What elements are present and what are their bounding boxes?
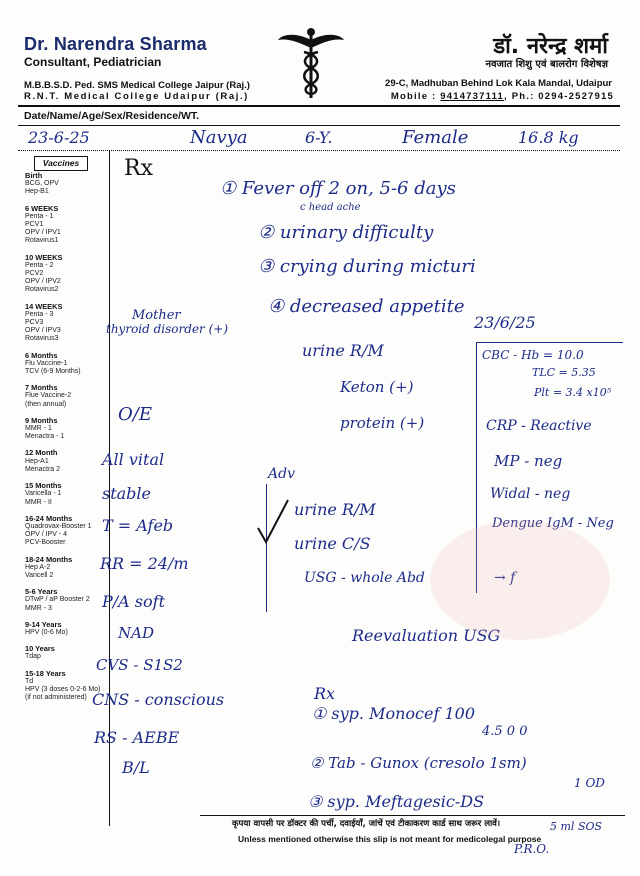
vaccine-item: Penta - 1: [25, 212, 54, 220]
vaccine-schedule: [25, 172, 107, 710]
header-divider: [18, 105, 620, 107]
med-2: ② Tab - Gunox (cresolo 1sm): [310, 754, 527, 772]
clinic-address: 29-C, Madhuban Behind Lok Kala Mandal, Udaipur: [385, 78, 612, 89]
vaccine-group-title: Birth: [25, 171, 43, 180]
hw-date: 23-6-25: [28, 128, 90, 147]
vaccine-group: [25, 254, 107, 295]
hw-sex: Female: [402, 127, 469, 148]
vaccine-group-title: 14 WEEKS: [25, 301, 63, 311]
vaccine-item: Tdap: [25, 653, 41, 661]
urine-ketone: Keton (+): [340, 378, 414, 396]
vaccine-item: Quadrovax-Booster 1: [25, 522, 92, 530]
vaccine-item: Td: [25, 677, 34, 685]
vaccine-item: Hep-A1: [25, 457, 49, 465]
reevaluation: Reevaluation USG: [352, 626, 501, 645]
lab-dengue: Dengue IgM - Neg: [492, 516, 614, 531]
vaccine-item: MMR - II: [25, 498, 52, 506]
doctor-title: Consultant, Pediatrician: [24, 55, 162, 69]
exam-rs: RS - AEBE: [94, 728, 180, 747]
vaccine-item: OPV / IPV2: [25, 278, 61, 286]
vaccine-item: Penta - 3: [25, 310, 54, 318]
vaccine-item: Rotavirus1: [25, 237, 59, 245]
vaccine-group: [25, 449, 107, 474]
vaccine-item: DTwP / aP Booster 2: [25, 596, 90, 604]
med-2-dose: 1 OD: [574, 776, 605, 790]
vaccine-item: Menactra - 1: [25, 433, 65, 441]
vaccine-group-title: 15-18 Years: [25, 668, 66, 678]
caduceus-icon: [276, 26, 346, 102]
vaccine-group-title: 16-24 Months: [25, 513, 73, 523]
med-1-dose: 4.5 0 0: [482, 724, 528, 739]
patient-row-label: Date/Name/Age/Sex/Residence/WT.: [24, 110, 200, 122]
rx2-symbol: Rx: [314, 684, 336, 703]
complaint-1: ① Fever off 2 on, 5-6 days: [220, 178, 456, 199]
vaccine-group: [25, 352, 107, 377]
vaccine-group-title: 6 WEEKS: [25, 203, 59, 213]
vaccine-item: Varicella - 1: [25, 490, 62, 498]
vaccine-item: PCV3: [25, 319, 44, 327]
vaccine-item: BCG, OPV: [25, 180, 59, 188]
vaccine-group: [25, 303, 107, 344]
pro-note: P.R.O.: [514, 842, 550, 856]
complaint-1-note: c head ache: [300, 202, 361, 213]
vaccine-group: [25, 384, 107, 409]
divider: [18, 125, 620, 126]
hw-patient-name: Navya: [190, 127, 248, 148]
vaccine-group-title: 9 Months: [25, 415, 58, 425]
doctor-subtitle-hindi: नवजात शिशु एवं बालरोग विशेषज्ञ: [485, 59, 608, 70]
vaccine-item: HPV (3 doses 0-2-6 Mo): [25, 685, 101, 693]
vaccine-group-title: 7 Months: [25, 383, 58, 393]
hw-age: 6-Y.: [305, 128, 333, 147]
check-mark-icon: [256, 498, 290, 546]
complaint-2: ② urinary difficulty: [258, 222, 434, 243]
lab-mp: MP - neg: [494, 452, 563, 470]
exam-bl: B/L: [122, 758, 150, 777]
vaccine-item: OPV / IPV3: [25, 327, 61, 335]
urine-rm: urine R/M: [302, 341, 384, 360]
vaccine-group: [25, 645, 107, 661]
vaccine-item: Penta - 2: [25, 261, 54, 269]
vaccine-group-title: 15 Months: [25, 481, 62, 491]
advice-1: urine R/M: [294, 500, 376, 519]
vaccine-item: Rotavirus3: [25, 335, 59, 343]
vaccine-group-title: 5-6 Years: [25, 587, 58, 597]
advice-3: USG - whole Abd: [304, 570, 425, 586]
lab-crp: CRP - Reactive: [486, 418, 592, 434]
med-1: ① syp. Monocef 100: [312, 704, 476, 723]
med-3: ③ syp. Meftagesic-DS: [308, 792, 485, 811]
urine-protein: protein (+): [340, 414, 425, 432]
exam-temp: T = Afeb: [102, 516, 174, 535]
vaccine-group-title: 10 WEEKS: [25, 252, 63, 262]
vaccine-item: PCV1: [25, 221, 44, 229]
vaccine-item: TCV (6-9 Months): [25, 368, 81, 376]
vaccine-group: [25, 205, 107, 246]
vaccine-item: Hep A-2: [25, 563, 51, 571]
vaccine-item: (if not administered): [25, 694, 87, 702]
vaccine-item: Flu Vaccine-1: [25, 359, 68, 367]
vaccine-group: [25, 556, 107, 581]
history-thyroid: thyroid disorder (+): [106, 322, 229, 336]
vaccine-group-title: 6 Months: [25, 350, 58, 360]
doctor-name-hindi: डॉ. नरेन्द्र शर्मा: [493, 34, 608, 59]
exam-rr: RR = 24/m: [100, 554, 189, 573]
lab-date: 23/6/25: [474, 313, 536, 332]
vaccine-group-title: 10 Years: [25, 644, 55, 654]
vaccine-item: Hep-B1: [25, 188, 49, 196]
vaccine-item: PCV2: [25, 270, 44, 278]
mobile-number: 9414737111: [440, 91, 505, 102]
vaccine-item: MMR - 1: [25, 425, 52, 433]
vaccine-group: [25, 417, 107, 442]
exam-pa: P/A soft: [102, 592, 165, 611]
vaccine-item: OPV / IPV1: [25, 229, 61, 237]
med-3-dose: 5 ml SOS: [550, 820, 603, 833]
lab-cbc: CBC - Hb = 10.0: [482, 348, 584, 362]
vaccine-group: [25, 588, 107, 613]
vaccine-item: PCV-Booster: [25, 539, 66, 547]
advice-2: urine C/S: [294, 534, 371, 553]
advice-label: Adv: [268, 466, 295, 482]
history-mother: Mother: [132, 308, 181, 323]
vaccine-item: (then annual): [25, 400, 67, 408]
exam-cvs: CVS - S1S2: [96, 656, 183, 674]
vaccine-item: HPV (0-6 Mo): [25, 628, 68, 636]
stamp-watermark: [430, 520, 610, 640]
exam-nad: NAD: [118, 624, 154, 642]
vaccine-group: [25, 515, 107, 548]
rx-symbol: Rx: [124, 156, 153, 181]
contact-line: [391, 91, 614, 102]
mobile-label: Mobile :: [390, 91, 441, 102]
hw-weight: 16.8 kg: [518, 128, 579, 147]
vaccine-group: [25, 172, 107, 197]
vaccine-item: Varicell 2: [25, 571, 54, 579]
footer-hindi-notice: कृपया वापसी पर डॉक्टर की पर्ची, दवाईयाँ, जांचें एवं टीकाकरण कार्ड साथ जरूर लावें।: [232, 819, 501, 829]
vaccine-item: OPV / IPV - 4: [25, 531, 68, 539]
exam-oe: O/E: [118, 404, 152, 425]
exam-vital-1: All vital: [102, 450, 165, 469]
phone-number: , Ph.: 0294-2527915: [504, 91, 614, 102]
vaccine-group: [25, 482, 107, 507]
footer-divider: [200, 815, 625, 816]
lab-tlc: TLC = 5.35: [532, 366, 596, 379]
vaccine-item: Rotavirus2: [25, 286, 59, 294]
complaint-3: ③ crying during micturi: [258, 256, 476, 277]
exam-vital-2: stable: [102, 484, 152, 503]
qualification-1: M.B.B.S.D. Ped. SMS Medical College Jaipur (Raj.): [24, 80, 250, 91]
lab-widal: Widal - neg: [490, 486, 571, 502]
footer-english-notice: Unless mentioned otherwise this slip is not meant for medicolegal purpose: [238, 834, 542, 844]
vaccine-item: Menactra 2: [25, 465, 61, 473]
doctor-name: Dr. Narendra Sharma: [24, 34, 207, 54]
exam-cns: CNS - conscious: [92, 690, 225, 709]
qualification-2: R.N.T. Medical College Udaipur (Raj.): [24, 91, 249, 102]
vaccines-heading: Vaccines: [34, 156, 88, 171]
vaccine-group: [25, 621, 107, 637]
complaint-4: ④ decreased appetite: [268, 296, 465, 317]
vaccine-item: Flue Vaccine-2: [25, 392, 72, 400]
vaccine-group-title: 12 Month: [25, 448, 58, 458]
vaccine-group-title: 18-24 Months: [25, 554, 73, 564]
lab-plt: Plt = 3.4 x10⁵: [534, 386, 612, 399]
vaccine-group-title: 9-14 Years: [25, 619, 62, 629]
advice-arrow: → f: [494, 570, 516, 586]
vaccine-item: MMR - 3: [25, 604, 52, 612]
